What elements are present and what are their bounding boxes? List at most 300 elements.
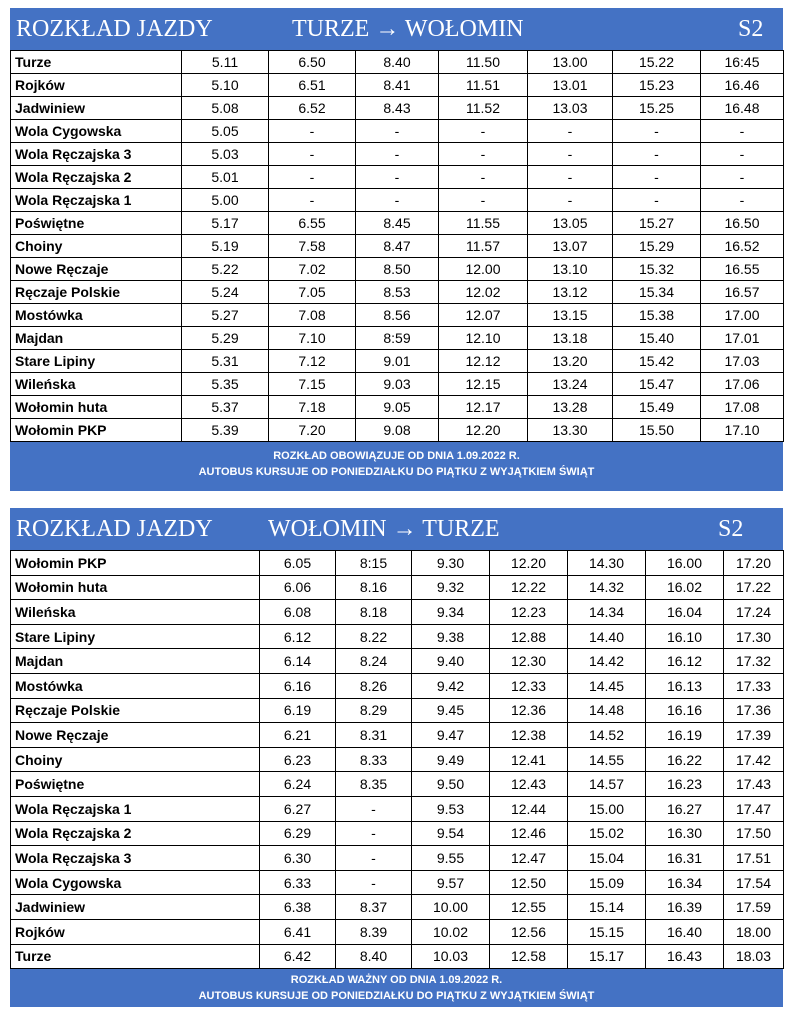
stop-name: Poświętne xyxy=(11,772,260,797)
timetable-header xyxy=(10,508,783,550)
departure-time: 11.50 xyxy=(439,51,528,74)
table-row xyxy=(11,796,784,821)
departure-time: 12.38 xyxy=(490,723,568,748)
stop-name: Turze xyxy=(11,944,260,969)
departure-time: 14.30 xyxy=(568,551,646,576)
departure-time: 12.20 xyxy=(439,419,528,442)
stop-name: Wola Ręczajska 1 xyxy=(11,796,260,821)
departure-time: 15.09 xyxy=(568,870,646,895)
table-row xyxy=(11,870,784,895)
departure-time: 9.53 xyxy=(412,796,490,821)
stop-name: Wołomin huta xyxy=(11,575,260,600)
departure-time: 15.38 xyxy=(613,304,701,327)
departure-time: 17.10 xyxy=(701,419,784,442)
departure-time: 10.02 xyxy=(412,919,490,944)
table-row xyxy=(11,304,784,327)
stop-name: Rojków xyxy=(11,74,182,97)
departure-time: 11.57 xyxy=(439,235,528,258)
departure-time: - xyxy=(613,120,701,143)
departure-time: 16.16 xyxy=(646,698,724,723)
departure-time: 8.22 xyxy=(336,624,412,649)
departure-time: - xyxy=(336,846,412,871)
departure-time: 12.36 xyxy=(490,698,568,723)
departure-time: 12.55 xyxy=(490,895,568,920)
departure-time: 9.49 xyxy=(412,747,490,772)
table-row xyxy=(11,258,784,281)
departure-time: 16.48 xyxy=(701,97,784,120)
departure-time: 16.12 xyxy=(646,649,724,674)
departure-time: 8.41 xyxy=(356,74,439,97)
departure-time: 9.30 xyxy=(412,551,490,576)
table-row xyxy=(11,212,784,235)
stop-name: Wileńska xyxy=(11,600,260,625)
departure-time: - xyxy=(356,120,439,143)
departure-time: 15.22 xyxy=(613,51,701,74)
departure-time: 8.40 xyxy=(336,944,412,969)
timetable-footer xyxy=(10,442,783,491)
departure-time: - xyxy=(336,821,412,846)
departure-time: 12.47 xyxy=(490,846,568,871)
departure-time: 13.24 xyxy=(528,373,613,396)
departure-time: 5.03 xyxy=(182,143,269,166)
departure-time: 17.59 xyxy=(724,895,784,920)
departure-time: 8.45 xyxy=(356,212,439,235)
stop-name: Poświętne xyxy=(11,212,182,235)
departure-time: - xyxy=(613,189,701,212)
departure-time: 10.00 xyxy=(412,895,490,920)
departure-time: 7.12 xyxy=(269,350,356,373)
departure-time: 9.40 xyxy=(412,649,490,674)
table-row xyxy=(11,944,784,969)
stop-name: Wola Ręczajska 3 xyxy=(11,143,182,166)
departure-time: 5.01 xyxy=(182,166,269,189)
departure-time: 16.23 xyxy=(646,772,724,797)
departure-time: 6.27 xyxy=(260,796,336,821)
table-row xyxy=(11,143,784,166)
departure-time: 15.40 xyxy=(613,327,701,350)
departure-time: 15.04 xyxy=(568,846,646,871)
departure-time: 8.53 xyxy=(356,281,439,304)
table-row xyxy=(11,97,784,120)
departure-time: - xyxy=(439,120,528,143)
departure-time: 8.39 xyxy=(336,919,412,944)
departure-time: 5.24 xyxy=(182,281,269,304)
departure-time: 5.19 xyxy=(182,235,269,258)
departure-time: - xyxy=(269,143,356,166)
departure-time: 12.20 xyxy=(490,551,568,576)
departure-time: 13.05 xyxy=(528,212,613,235)
departure-time: 14.34 xyxy=(568,600,646,625)
table-row xyxy=(11,624,784,649)
departure-time: 5.05 xyxy=(182,120,269,143)
stop-name: Majdan xyxy=(11,649,260,674)
departure-time: 7.05 xyxy=(269,281,356,304)
departure-time: 11.51 xyxy=(439,74,528,97)
departure-time: 17.00 xyxy=(701,304,784,327)
stop-name: Nowe Ręczaje xyxy=(11,258,182,281)
departure-time: 14.55 xyxy=(568,747,646,772)
table-row xyxy=(11,373,784,396)
departure-time: 6.50 xyxy=(269,51,356,74)
departure-time: 17.47 xyxy=(724,796,784,821)
departure-time: 8.31 xyxy=(336,723,412,748)
departure-time: 15.25 xyxy=(613,97,701,120)
departure-time: 13.18 xyxy=(528,327,613,350)
departure-time: 6.16 xyxy=(260,673,336,698)
departure-time: 6.52 xyxy=(269,97,356,120)
departure-time: 15.50 xyxy=(613,419,701,442)
table-row xyxy=(11,235,784,258)
departure-time: - xyxy=(336,870,412,895)
stop-name: Rojków xyxy=(11,919,260,944)
departure-time: 8:59 xyxy=(356,327,439,350)
table-row xyxy=(11,51,784,74)
departure-time: 15.23 xyxy=(613,74,701,97)
departure-time: 18.03 xyxy=(724,944,784,969)
departure-time: 5.08 xyxy=(182,97,269,120)
departure-time: 9.08 xyxy=(356,419,439,442)
stop-name: Turze xyxy=(11,51,182,74)
departure-time: 8.47 xyxy=(356,235,439,258)
header-line: S2 xyxy=(738,16,764,42)
stop-name: Mostówka xyxy=(11,304,182,327)
departure-time: 9.03 xyxy=(356,373,439,396)
departure-time: 6.41 xyxy=(260,919,336,944)
departure-time: 12.15 xyxy=(439,373,528,396)
departure-time: - xyxy=(439,166,528,189)
departure-time: 8.16 xyxy=(336,575,412,600)
departure-time: - xyxy=(528,189,613,212)
departure-time: 17.43 xyxy=(724,772,784,797)
departure-time: 5.10 xyxy=(182,74,269,97)
departure-time: 12.17 xyxy=(439,396,528,419)
departure-time: 6.12 xyxy=(260,624,336,649)
departure-time: 9.55 xyxy=(412,846,490,871)
departure-time: 12.41 xyxy=(490,747,568,772)
stop-name: Stare Lipiny xyxy=(11,350,182,373)
departure-time: 7.20 xyxy=(269,419,356,442)
departure-time: 9.32 xyxy=(412,575,490,600)
departure-time: 17.24 xyxy=(724,600,784,625)
departure-time: 9.47 xyxy=(412,723,490,748)
departure-time: 16.40 xyxy=(646,919,724,944)
departure-time: 16.10 xyxy=(646,624,724,649)
table-row xyxy=(11,747,784,772)
departure-time: - xyxy=(701,120,784,143)
departure-time: 12.56 xyxy=(490,919,568,944)
departure-time: 13.12 xyxy=(528,281,613,304)
table-row xyxy=(11,723,784,748)
departure-time: 17.51 xyxy=(724,846,784,871)
departure-time: 13.10 xyxy=(528,258,613,281)
departure-time: 16.39 xyxy=(646,895,724,920)
departure-time: - xyxy=(356,189,439,212)
header-route: TURZE → WOŁOMIN xyxy=(292,16,524,42)
departure-time: 7.10 xyxy=(269,327,356,350)
departure-time: 9.01 xyxy=(356,350,439,373)
departure-time: 5.27 xyxy=(182,304,269,327)
table-row xyxy=(11,919,784,944)
departure-time: - xyxy=(528,166,613,189)
stop-name: Wola Ręczajska 2 xyxy=(11,166,182,189)
stop-name: Choiny xyxy=(11,747,260,772)
departure-time: 8.24 xyxy=(336,649,412,674)
departure-time: 15.47 xyxy=(613,373,701,396)
stop-name: Nowe Ręczaje xyxy=(11,723,260,748)
departure-time: 12.50 xyxy=(490,870,568,895)
departure-time: 12.88 xyxy=(490,624,568,649)
departure-time: 7.15 xyxy=(269,373,356,396)
departure-time: 16.31 xyxy=(646,846,724,871)
departure-time: 5.22 xyxy=(182,258,269,281)
departure-time: 9.34 xyxy=(412,600,490,625)
departure-time: 12.22 xyxy=(490,575,568,600)
departure-time: 8.29 xyxy=(336,698,412,723)
departure-time: 14.42 xyxy=(568,649,646,674)
departure-time: - xyxy=(269,189,356,212)
departure-time: 16.00 xyxy=(646,551,724,576)
departure-time: 14.32 xyxy=(568,575,646,600)
departure-time: 13.15 xyxy=(528,304,613,327)
departure-time: 13.00 xyxy=(528,51,613,74)
departure-time: - xyxy=(701,143,784,166)
departure-time: 6.42 xyxy=(260,944,336,969)
departure-time: 6.05 xyxy=(260,551,336,576)
table-row xyxy=(11,74,784,97)
departure-time: 5.39 xyxy=(182,419,269,442)
departure-time: 15.42 xyxy=(613,350,701,373)
departure-time: - xyxy=(356,166,439,189)
departure-time: 8.33 xyxy=(336,747,412,772)
departure-time: 12.10 xyxy=(439,327,528,350)
table-row xyxy=(11,120,784,143)
departure-time: 8.35 xyxy=(336,772,412,797)
departure-time: 5.29 xyxy=(182,327,269,350)
departure-time: 16.57 xyxy=(701,281,784,304)
departure-time: 11.52 xyxy=(439,97,528,120)
departure-time: 17.22 xyxy=(724,575,784,600)
departure-time: 17.03 xyxy=(701,350,784,373)
departure-time: 16.22 xyxy=(646,747,724,772)
departure-time: 13.01 xyxy=(528,74,613,97)
departure-time: 14.52 xyxy=(568,723,646,748)
table-row xyxy=(11,350,784,373)
departure-time: 15.32 xyxy=(613,258,701,281)
departure-time: 6.55 xyxy=(269,212,356,235)
departure-time: 9.38 xyxy=(412,624,490,649)
departure-time: - xyxy=(439,143,528,166)
departure-time: 15.27 xyxy=(613,212,701,235)
departure-time: 8:15 xyxy=(336,551,412,576)
departure-time: 5.17 xyxy=(182,212,269,235)
header-line: S2 xyxy=(718,516,744,542)
departure-time: 8.43 xyxy=(356,97,439,120)
departure-time: 17.36 xyxy=(724,698,784,723)
departure-time: - xyxy=(528,143,613,166)
departure-time: 7.58 xyxy=(269,235,356,258)
departure-time: 17.08 xyxy=(701,396,784,419)
stop-name: Wola Ręczajska 3 xyxy=(11,846,260,871)
departure-time: - xyxy=(356,143,439,166)
departure-time: 17.01 xyxy=(701,327,784,350)
departure-time: 6.23 xyxy=(260,747,336,772)
departure-time: 17.20 xyxy=(724,551,784,576)
departure-time: 8.26 xyxy=(336,673,412,698)
departure-time: - xyxy=(528,120,613,143)
stop-name: Wola Ręczajska 2 xyxy=(11,821,260,846)
departure-time: 9.50 xyxy=(412,772,490,797)
departure-time: 8.18 xyxy=(336,600,412,625)
departure-time: 5.37 xyxy=(182,396,269,419)
departure-time: 12.07 xyxy=(439,304,528,327)
departure-time: 16:45 xyxy=(701,51,784,74)
stop-name: Wola Cygowska xyxy=(11,870,260,895)
departure-time: 12.46 xyxy=(490,821,568,846)
stop-name: Majdan xyxy=(11,327,182,350)
stop-name: Wola Ręczajska 1 xyxy=(11,189,182,212)
departure-time: 8.40 xyxy=(356,51,439,74)
departure-time: - xyxy=(613,143,701,166)
departure-time: 7.02 xyxy=(269,258,356,281)
departure-time: 8.37 xyxy=(336,895,412,920)
table-row xyxy=(11,551,784,576)
departure-time: - xyxy=(701,166,784,189)
departure-time: 16.43 xyxy=(646,944,724,969)
stop-name: Wołomin huta xyxy=(11,396,182,419)
departure-time: 11.55 xyxy=(439,212,528,235)
departure-time: 10.03 xyxy=(412,944,490,969)
table-row xyxy=(11,600,784,625)
stop-name: Wola Cygowska xyxy=(11,120,182,143)
departure-time: 6.14 xyxy=(260,649,336,674)
table-row xyxy=(11,575,784,600)
departure-time: 13.30 xyxy=(528,419,613,442)
departure-time: - xyxy=(613,166,701,189)
departure-time: 17.32 xyxy=(724,649,784,674)
table-row xyxy=(11,895,784,920)
footer-validity: ROZKŁAD OBOWIĄZUJE OD DNIA 1.09.2022 R. xyxy=(273,450,520,462)
schedule-body xyxy=(11,51,784,442)
schedule-body xyxy=(11,551,784,969)
departure-time: 12.30 xyxy=(490,649,568,674)
departure-time: 6.19 xyxy=(260,698,336,723)
departure-time: 8.50 xyxy=(356,258,439,281)
departure-time: 17.30 xyxy=(724,624,784,649)
departure-time: 13.28 xyxy=(528,396,613,419)
departure-time: 9.05 xyxy=(356,396,439,419)
departure-time: 16.46 xyxy=(701,74,784,97)
departure-time: 6.33 xyxy=(260,870,336,895)
table-row xyxy=(11,419,784,442)
departure-time: 16.34 xyxy=(646,870,724,895)
stop-name: Wołomin PKP xyxy=(11,419,182,442)
departure-time: - xyxy=(701,189,784,212)
table-row xyxy=(11,396,784,419)
footer-validity: ROZKŁAD WAŻNY OD DNIA 1.09.2022 R. xyxy=(290,974,503,987)
departure-time: 12.43 xyxy=(490,772,568,797)
departure-time: 16.55 xyxy=(701,258,784,281)
departure-time: 6.08 xyxy=(260,600,336,625)
departure-time: 14.40 xyxy=(568,624,646,649)
departure-time: 6.51 xyxy=(269,74,356,97)
table-row xyxy=(11,846,784,871)
departure-time: 13.03 xyxy=(528,97,613,120)
stop-name: Wileńska xyxy=(11,373,182,396)
departure-time: 16.27 xyxy=(646,796,724,821)
departure-time: 13.20 xyxy=(528,350,613,373)
header-route: WOŁOMIN → TURZE xyxy=(268,516,500,542)
departure-time: 5.00 xyxy=(182,189,269,212)
table-row xyxy=(11,821,784,846)
departure-time: 12.44 xyxy=(490,796,568,821)
departure-time: 16.19 xyxy=(646,723,724,748)
footer-days: AUTOBUS KURSUJE OD PONIEDZIAŁKU DO PIĄTKU Z WYJĄTKIEM ŚWIĄT xyxy=(198,990,595,1003)
timetable-turze-wolomin xyxy=(10,8,783,491)
departure-time: 9.42 xyxy=(412,673,490,698)
table-row xyxy=(11,673,784,698)
departure-time: 17.54 xyxy=(724,870,784,895)
table-row xyxy=(11,327,784,350)
departure-time: 15.00 xyxy=(568,796,646,821)
departure-time: 16.13 xyxy=(646,673,724,698)
departure-time: 8.56 xyxy=(356,304,439,327)
departure-time: 13.07 xyxy=(528,235,613,258)
departure-time: 16.02 xyxy=(646,575,724,600)
stop-name: Ręczaje Polskie xyxy=(11,698,260,723)
departure-time: 18.00 xyxy=(724,919,784,944)
departure-time: 6.21 xyxy=(260,723,336,748)
table-row xyxy=(11,166,784,189)
stop-name: Mostówka xyxy=(11,673,260,698)
departure-time: 15.49 xyxy=(613,396,701,419)
departure-time: 6.38 xyxy=(260,895,336,920)
departure-time: - xyxy=(439,189,528,212)
departure-time: 12.02 xyxy=(439,281,528,304)
stop-name: Jadwiniew xyxy=(11,97,182,120)
departure-time: 12.00 xyxy=(439,258,528,281)
departure-time: 9.45 xyxy=(412,698,490,723)
table-row xyxy=(11,772,784,797)
departure-time: 17.50 xyxy=(724,821,784,846)
timetable-wolomin-turze xyxy=(10,508,783,1007)
departure-time: 14.48 xyxy=(568,698,646,723)
departure-time: 7.18 xyxy=(269,396,356,419)
departure-time: 5.35 xyxy=(182,373,269,396)
departure-time: 6.29 xyxy=(260,821,336,846)
departure-time: 12.58 xyxy=(490,944,568,969)
footer-days: AUTOBUS KURSUJE OD PONIEDZIAŁKU DO PIĄTKU Z WYJĄTKIEM ŚWIĄT xyxy=(198,466,595,478)
departure-time: 12.33 xyxy=(490,673,568,698)
departure-time: 5.11 xyxy=(182,51,269,74)
schedule-table xyxy=(10,50,784,442)
table-row xyxy=(11,649,784,674)
departure-time: 12.23 xyxy=(490,600,568,625)
departure-time: - xyxy=(269,166,356,189)
timetable-header xyxy=(10,8,783,50)
departure-time: 15.02 xyxy=(568,821,646,846)
table-row xyxy=(11,698,784,723)
departure-time: 16.04 xyxy=(646,600,724,625)
departure-time: 14.57 xyxy=(568,772,646,797)
departure-time: 16.52 xyxy=(701,235,784,258)
stop-name: Jadwiniew xyxy=(11,895,260,920)
departure-time: 9.57 xyxy=(412,870,490,895)
departure-time: 6.06 xyxy=(260,575,336,600)
departure-time: 9.54 xyxy=(412,821,490,846)
departure-time: 17.33 xyxy=(724,673,784,698)
departure-time: 14.45 xyxy=(568,673,646,698)
stop-name: Ręczaje Polskie xyxy=(11,281,182,304)
